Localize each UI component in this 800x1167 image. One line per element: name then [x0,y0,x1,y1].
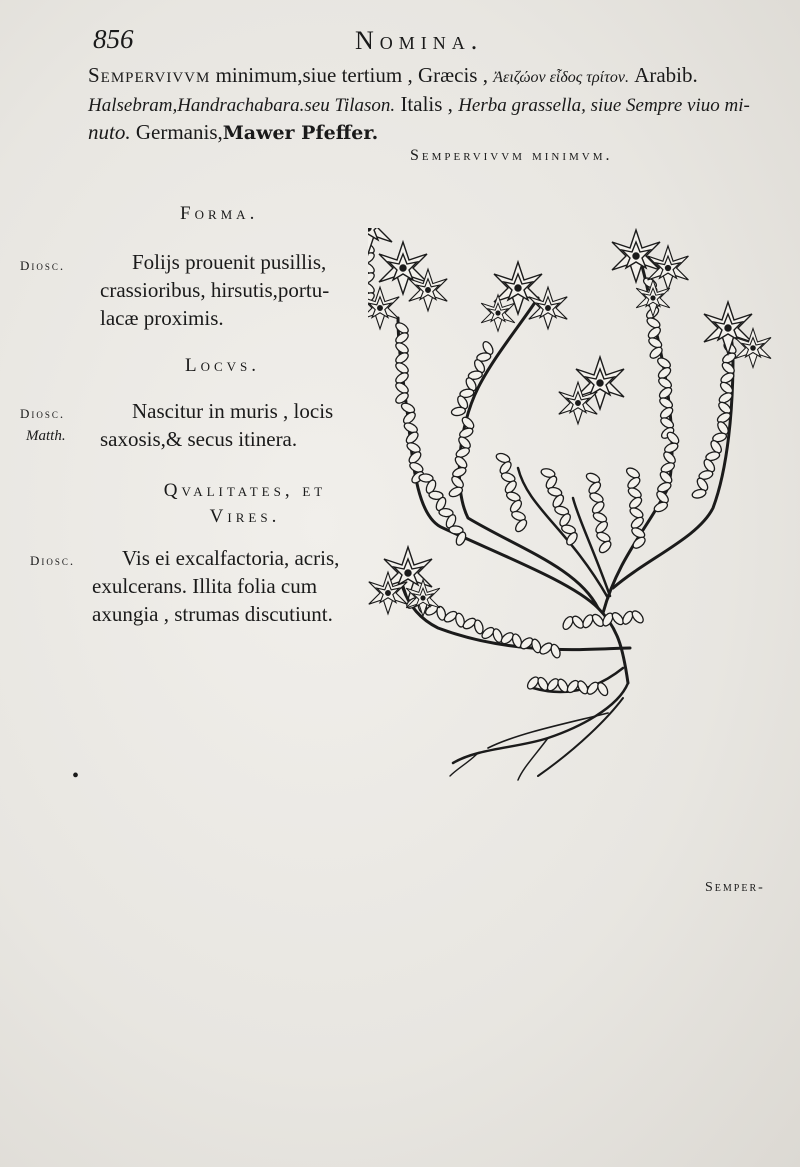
section-text-qualitates [92,544,339,628]
italian-names-end: nuto. [88,120,131,144]
section-heading-forma: Forma. [180,203,259,224]
bullet-mark: • [72,765,80,787]
page-number: 856 [93,24,134,54]
text-line: exulcerans. Illita folia cum [92,574,318,598]
entry-text: Arabib. [628,63,698,87]
text-line: lacæ proximis. [100,306,224,330]
entry-text: Germanis, [130,120,223,144]
entry-text: Italis , [395,92,459,116]
section-text-locus [100,397,333,453]
arabic-names: Halsebram,Handrachabara.seu Tilason. [88,95,396,116]
margin-note: Diosc. [20,258,66,273]
plant-woodcut-illustration [368,228,773,788]
text-line: crassioribus, hirsutis,portu- [100,278,330,302]
running-head: Nomina. [355,26,484,55]
section-heading-qualitates: Qvalitates, et Vires. [163,480,327,527]
text-line: saxosis,& secus itinera. [100,427,298,451]
margin-note: Diosc. [30,553,76,568]
text-line: Vis ei excalfactoria, acris, [122,546,340,570]
greek-name: Ἀειζώον εἶδος τρίτον. [493,69,629,86]
italian-names: Herba grassella, siue Sempre viuo mi- [458,95,750,116]
catchword: Semper- [705,880,765,895]
plant-title: Sempervivvm minimvm. [410,147,613,164]
entry-line-1 [88,62,750,91]
text-line: Folijs prouenit pusillis, [132,250,327,274]
entry-line-3 [88,119,750,147]
margin-note: Matth. [26,428,66,444]
german-name: Mawer Pfeffer. [222,122,379,144]
text-line: axungia , strumas discutiunt. [92,602,333,626]
entry-text: minimum,siue tertium , Græcis , [210,63,494,87]
entry-term: Sempervivvm [88,63,211,87]
text-line: Nascitur in muris , locis [132,399,334,423]
entry-paragraph [88,62,750,147]
section-text-forma [100,248,329,332]
margin-note: Diosc. [20,406,66,421]
section-heading-locus: Locvs. [185,355,261,376]
entry-line-2 [88,91,750,119]
